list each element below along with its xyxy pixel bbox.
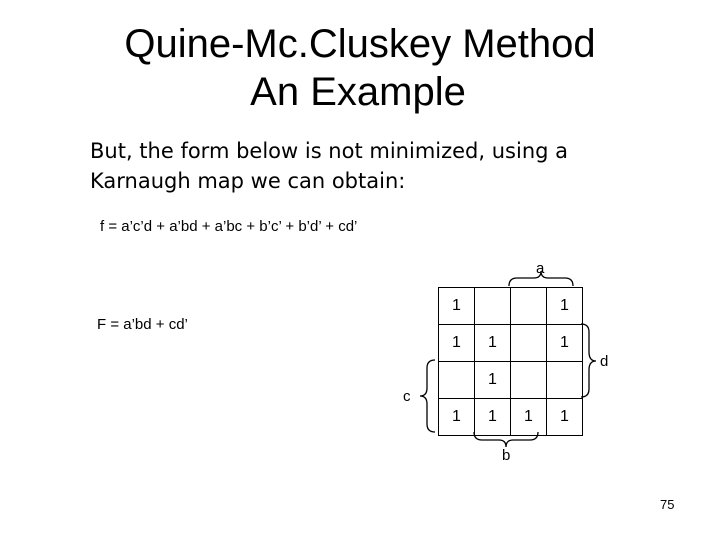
kmap-cell: 1 <box>547 288 583 325</box>
kmap-label-b: b <box>502 447 511 464</box>
slide-title-line1: Quine-Mc.Cluskey Method <box>124 22 596 66</box>
kmap-cell: 1 <box>439 288 475 325</box>
kmap-cell: 1 <box>475 399 511 436</box>
page-number: 75 <box>660 497 675 512</box>
kmap-label-c: c <box>403 388 411 405</box>
kmap-label-d: d <box>600 353 609 370</box>
kmap-cell: 1 <box>547 399 583 436</box>
brace-c <box>420 360 435 432</box>
brace-b <box>474 432 538 447</box>
brace-d <box>581 324 596 397</box>
original-expression: f = a’c’d + a’bd + a’bc + b’c’ + b’d’ + cd’ <box>100 218 358 235</box>
kmap-cell: 1 <box>511 399 547 436</box>
body-text: But, the form below is not minimized, using a Karnaugh map we can obtain: <box>90 139 568 193</box>
kmap-cell: 1 <box>475 325 511 362</box>
slide-title-line2: An Example <box>250 70 466 114</box>
kmap-cell: 1 <box>439 399 475 436</box>
kmap-label-a: a <box>536 260 545 277</box>
kmap-cell: 1 <box>439 325 475 362</box>
kmap-cell: 1 <box>547 325 583 362</box>
kmap-cell: 1 <box>475 362 511 399</box>
minimized-expression: F = a’bd + cd’ <box>97 316 188 333</box>
